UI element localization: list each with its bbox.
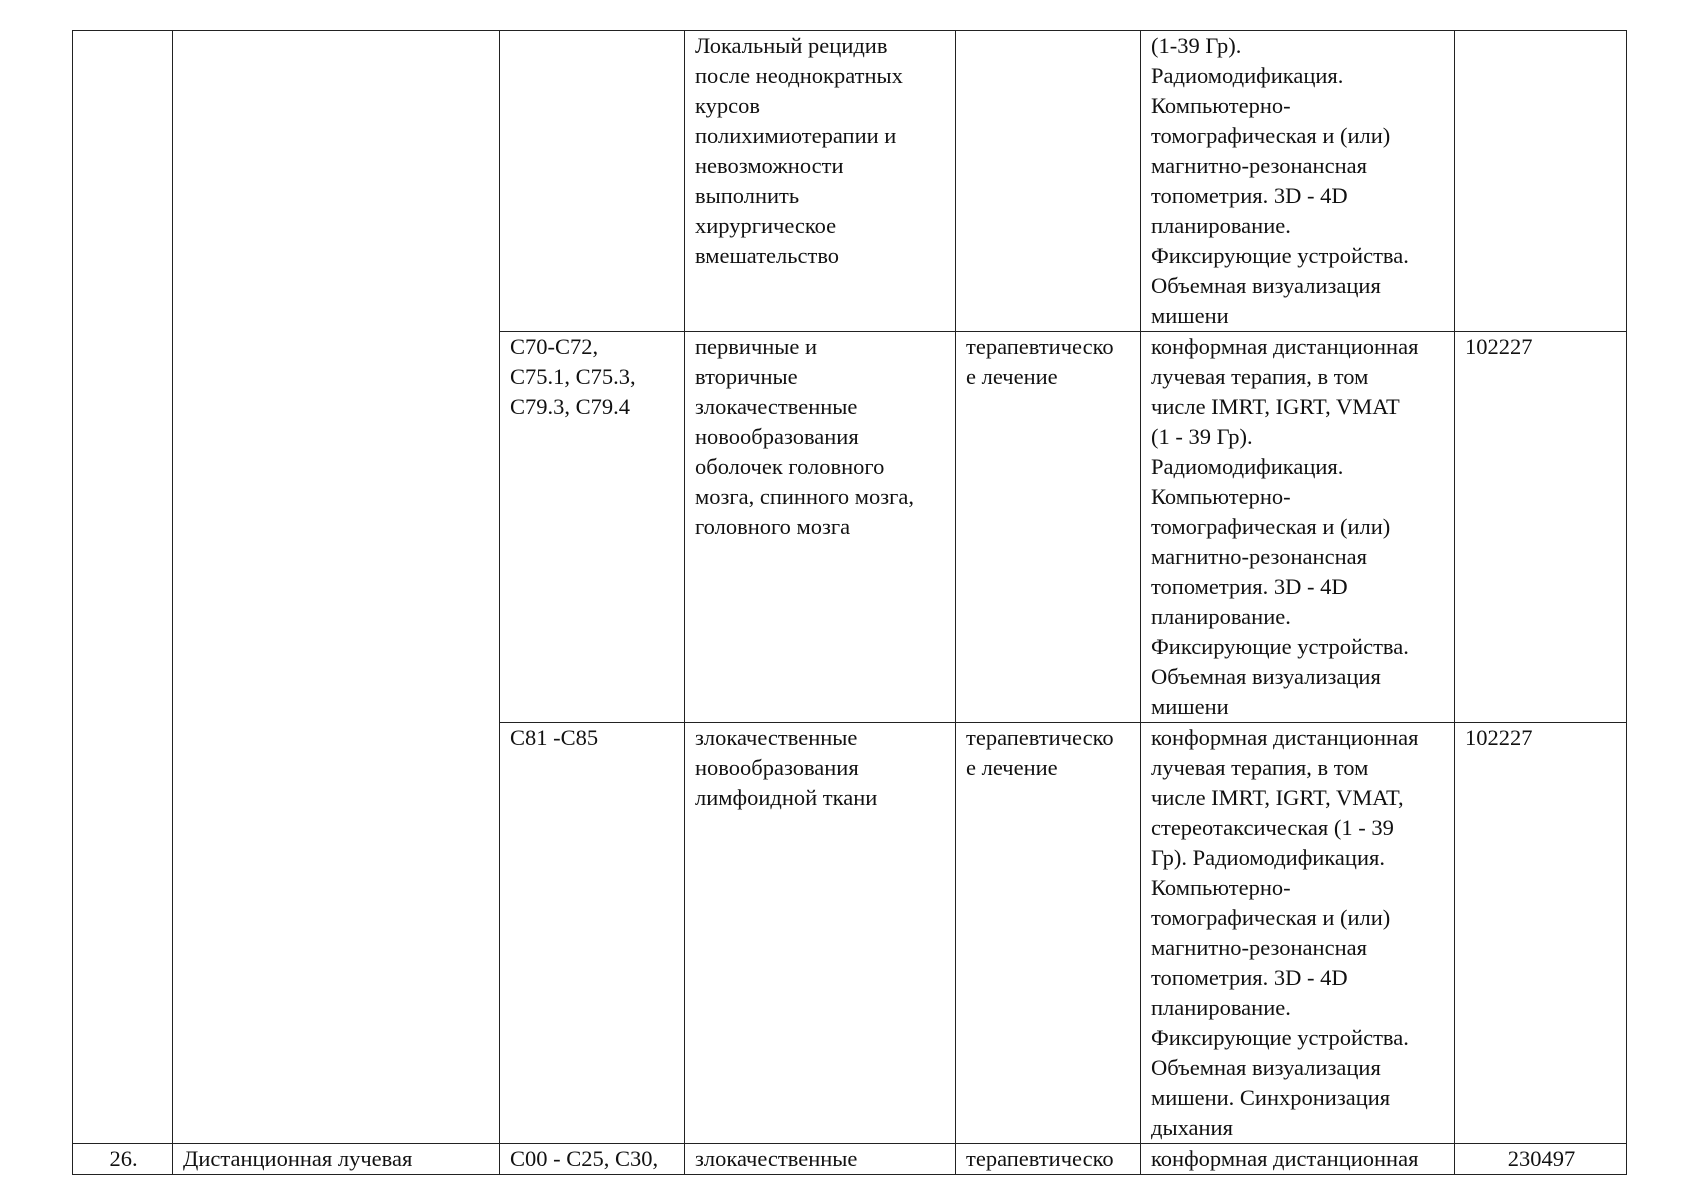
treatment-type-cell: терапевтическо е лечение: [956, 723, 1141, 1144]
treatment-type-cell: [956, 31, 1141, 332]
care-type-name: Дистанционная лучевая: [173, 1144, 500, 1175]
icd-codes-cell: C81 -C85: [500, 723, 685, 1144]
disease-model-cell: первичные и вторичные злокачественные новообразования оболочек головного мозга, спинного мозга, головного мозга: [685, 332, 956, 723]
care-type-cell: [173, 31, 500, 1144]
price-cell: 102227: [1455, 723, 1627, 1144]
treatment-method-cell: конформная дистанционная лучевая терапия, в том числе IMRT, IGRT, VMAT, стереотаксическая (1 - 39 Гр). Радиомодификация. Компьютерно- томографическая и (или) магнитно-резонансная топометрия. 3D - 4D планирование. Фиксирующие устройства. Объемная визуализация мишени. Синхронизация дыхания: [1141, 723, 1455, 1144]
treatment-type-cell: терапевтическо е лечение: [956, 332, 1141, 723]
treatment-method-cell: конформная дистанционная лучевая терапия, в том числе IMRT, IGRT, VMAT (1 - 39 Гр). Радиомодификация. Компьютерно- томографическая и (или) магнитно-резонансная топометрия. 3D - 4D планирование. Фиксирующие устройства. Объемная визуализация мишени: [1141, 332, 1455, 723]
table-row: [73, 1144, 1627, 1175]
price-cell: 230497: [1455, 1144, 1627, 1175]
disease-model-cell: злокачественные новообразования лимфоидной ткани: [685, 723, 956, 1144]
treatment-type-cell: терапевтическо: [956, 1144, 1141, 1175]
disease-model-cell: злокачественные: [685, 1144, 956, 1175]
row-number: 26.: [73, 1144, 173, 1175]
table-row: [73, 31, 1627, 332]
price-cell: 102227: [1455, 332, 1627, 723]
icd-codes-cell: [500, 31, 685, 332]
treatment-method-cell: (1-39 Гр). Радиомодификация. Компьютерно- томографическая и (или) магнитно-резонансная топометрия. 3D - 4D планирование. Фиксирующие устройства. Объемная визуализация мишени: [1141, 31, 1455, 332]
treatment-method-cell: конформная дистанционная: [1141, 1144, 1455, 1175]
number-cell: [73, 31, 173, 1144]
price-cell: [1455, 31, 1627, 332]
icd-codes-cell: C70-C72, C75.1, C75.3, C79.3, C79.4: [500, 332, 685, 723]
icd-codes-cell: C00 - C25, C30,: [500, 1144, 685, 1175]
disease-model-cell: Локальный рецидив после неоднократных курсов полихимиотерапии и невозможности выполнить хирургическое вмешательство: [685, 31, 956, 332]
medical-tariff-table: [72, 30, 1627, 1175]
